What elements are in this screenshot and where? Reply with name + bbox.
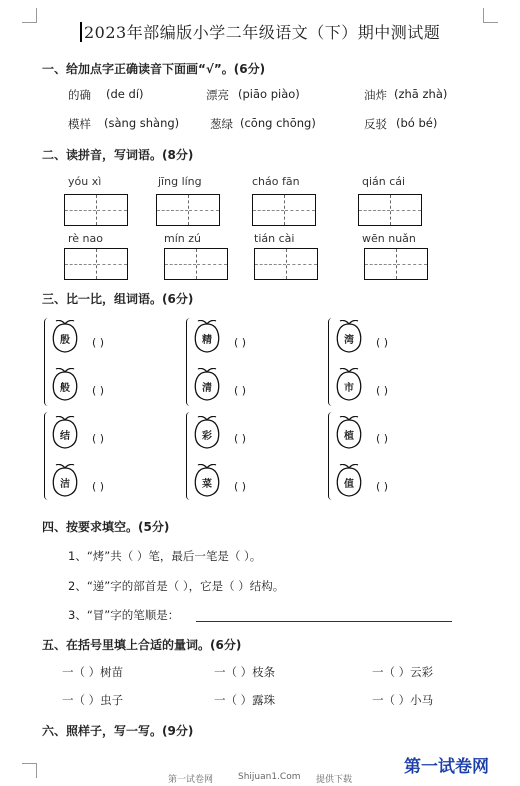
writing-box[interactable] bbox=[364, 248, 428, 280]
section-4-heading: 四、按要求填空。(5分) bbox=[42, 520, 170, 534]
pinyin-label: mín zú bbox=[164, 232, 201, 245]
s1-item-options: (piāo piào) bbox=[238, 87, 300, 101]
answer-paren[interactable]: ( ) bbox=[376, 384, 389, 397]
s4-question-1: 1、“烤”共（ ）笔，最后一笔是（ ）。 bbox=[68, 549, 262, 563]
compare-character: 精 bbox=[202, 335, 212, 346]
measure-word-item: 一（ ）树苗 bbox=[62, 665, 124, 679]
writing-box[interactable] bbox=[358, 194, 422, 226]
corner-mark bbox=[22, 763, 37, 778]
section-5-heading: 五、在括号里填上合适的量词。(6分) bbox=[42, 638, 242, 652]
measure-word-item: 一（ ）虫子 bbox=[62, 693, 124, 707]
pinyin-label: tián cài bbox=[254, 232, 295, 245]
s1-item-word: 反驳 bbox=[364, 117, 387, 131]
compare-character: 结 bbox=[60, 431, 70, 442]
s1-item-word: 模样 bbox=[68, 117, 91, 131]
section-2-heading: 二、读拼音，写词语。(8分) bbox=[42, 148, 194, 162]
s1-item-options: (zhā zhà) bbox=[394, 87, 448, 101]
pinyin-label: rè nao bbox=[68, 232, 103, 245]
compare-character: 洁 bbox=[60, 479, 70, 490]
compare-character: 般 bbox=[60, 383, 70, 394]
page-title: 2023年部编版小学二年级语文（下）期中测试题 bbox=[84, 23, 441, 42]
pinyin-label: yóu xì bbox=[68, 175, 102, 188]
writing-box[interactable] bbox=[254, 248, 318, 280]
answer-line[interactable] bbox=[196, 621, 452, 622]
answer-paren[interactable]: ( ) bbox=[234, 480, 247, 493]
answer-paren[interactable]: ( ) bbox=[92, 336, 105, 349]
compare-character: 市 bbox=[344, 383, 354, 394]
answer-paren[interactable]: ( ) bbox=[234, 432, 247, 445]
text-cursor bbox=[80, 22, 82, 42]
section-1-heading: 一、给加点字正确读音下面画“√”。(6分) bbox=[42, 62, 266, 76]
answer-paren[interactable]: ( ) bbox=[376, 336, 389, 349]
writing-box[interactable] bbox=[164, 248, 228, 280]
s1-item-options: (de dí) bbox=[106, 87, 144, 101]
measure-word-item: 一（ ）枝条 bbox=[214, 665, 276, 679]
pinyin-label: jīng líng bbox=[158, 175, 202, 188]
answer-paren[interactable]: ( ) bbox=[92, 384, 105, 397]
answer-paren[interactable]: ( ) bbox=[376, 432, 389, 445]
pinyin-label: cháo fān bbox=[252, 175, 300, 188]
s4-question-2: 2、“递”字的部首是（ ），它是（ ）结构。 bbox=[68, 579, 285, 593]
answer-paren[interactable]: ( ) bbox=[92, 480, 105, 493]
answer-paren[interactable]: ( ) bbox=[92, 432, 105, 445]
compare-character: 彩 bbox=[202, 431, 212, 442]
answer-paren[interactable]: ( ) bbox=[376, 480, 389, 493]
section-6-heading: 六、照样子，写一写。(9分) bbox=[42, 724, 194, 738]
section-3-heading: 三、比一比，组词语。(6分) bbox=[42, 292, 194, 306]
compare-character: 植 bbox=[344, 431, 354, 442]
s1-item-word: 油炸 bbox=[364, 88, 387, 102]
writing-box[interactable] bbox=[156, 194, 220, 226]
footer-domain: Shijuan1.Com bbox=[238, 772, 301, 782]
pinyin-label: qián cái bbox=[362, 175, 406, 188]
compare-character: 菜 bbox=[202, 479, 212, 490]
writing-box[interactable] bbox=[64, 194, 128, 226]
answer-paren[interactable]: ( ) bbox=[234, 384, 247, 397]
corner-mark bbox=[22, 8, 37, 23]
compare-character: 清 bbox=[202, 383, 212, 394]
footer-site-name: 第一试卷网 bbox=[168, 775, 214, 785]
s1-item-word: 漂亮 bbox=[206, 88, 229, 102]
footer-note: 提供下载 bbox=[316, 775, 353, 785]
compare-character: 湾 bbox=[344, 335, 354, 346]
s1-item-options: (bó bé) bbox=[396, 116, 438, 130]
s1-item-word: 的确 bbox=[68, 88, 91, 102]
measure-word-item: 一（ ）露珠 bbox=[214, 693, 276, 707]
pinyin-label: wēn nuǎn bbox=[362, 232, 416, 245]
s1-item-options: (cōng chōng) bbox=[240, 116, 316, 130]
measure-word-item: 一（ ）小马 bbox=[372, 693, 434, 707]
compare-character: 值 bbox=[344, 479, 354, 490]
brand-watermark: 第一试卷网 bbox=[404, 757, 489, 777]
answer-paren[interactable]: ( ) bbox=[234, 336, 247, 349]
compare-character: 殷 bbox=[60, 335, 70, 346]
writing-box[interactable] bbox=[252, 194, 316, 226]
corner-mark bbox=[483, 8, 498, 23]
writing-box[interactable] bbox=[64, 248, 128, 280]
measure-word-item: 一（ ）云彩 bbox=[372, 665, 434, 679]
s1-item-word: 葱绿 bbox=[210, 117, 233, 131]
s4-question-3: 3、“冒”字的笔顺是： bbox=[68, 608, 180, 622]
s1-item-options: (sàng shàng) bbox=[104, 116, 180, 130]
